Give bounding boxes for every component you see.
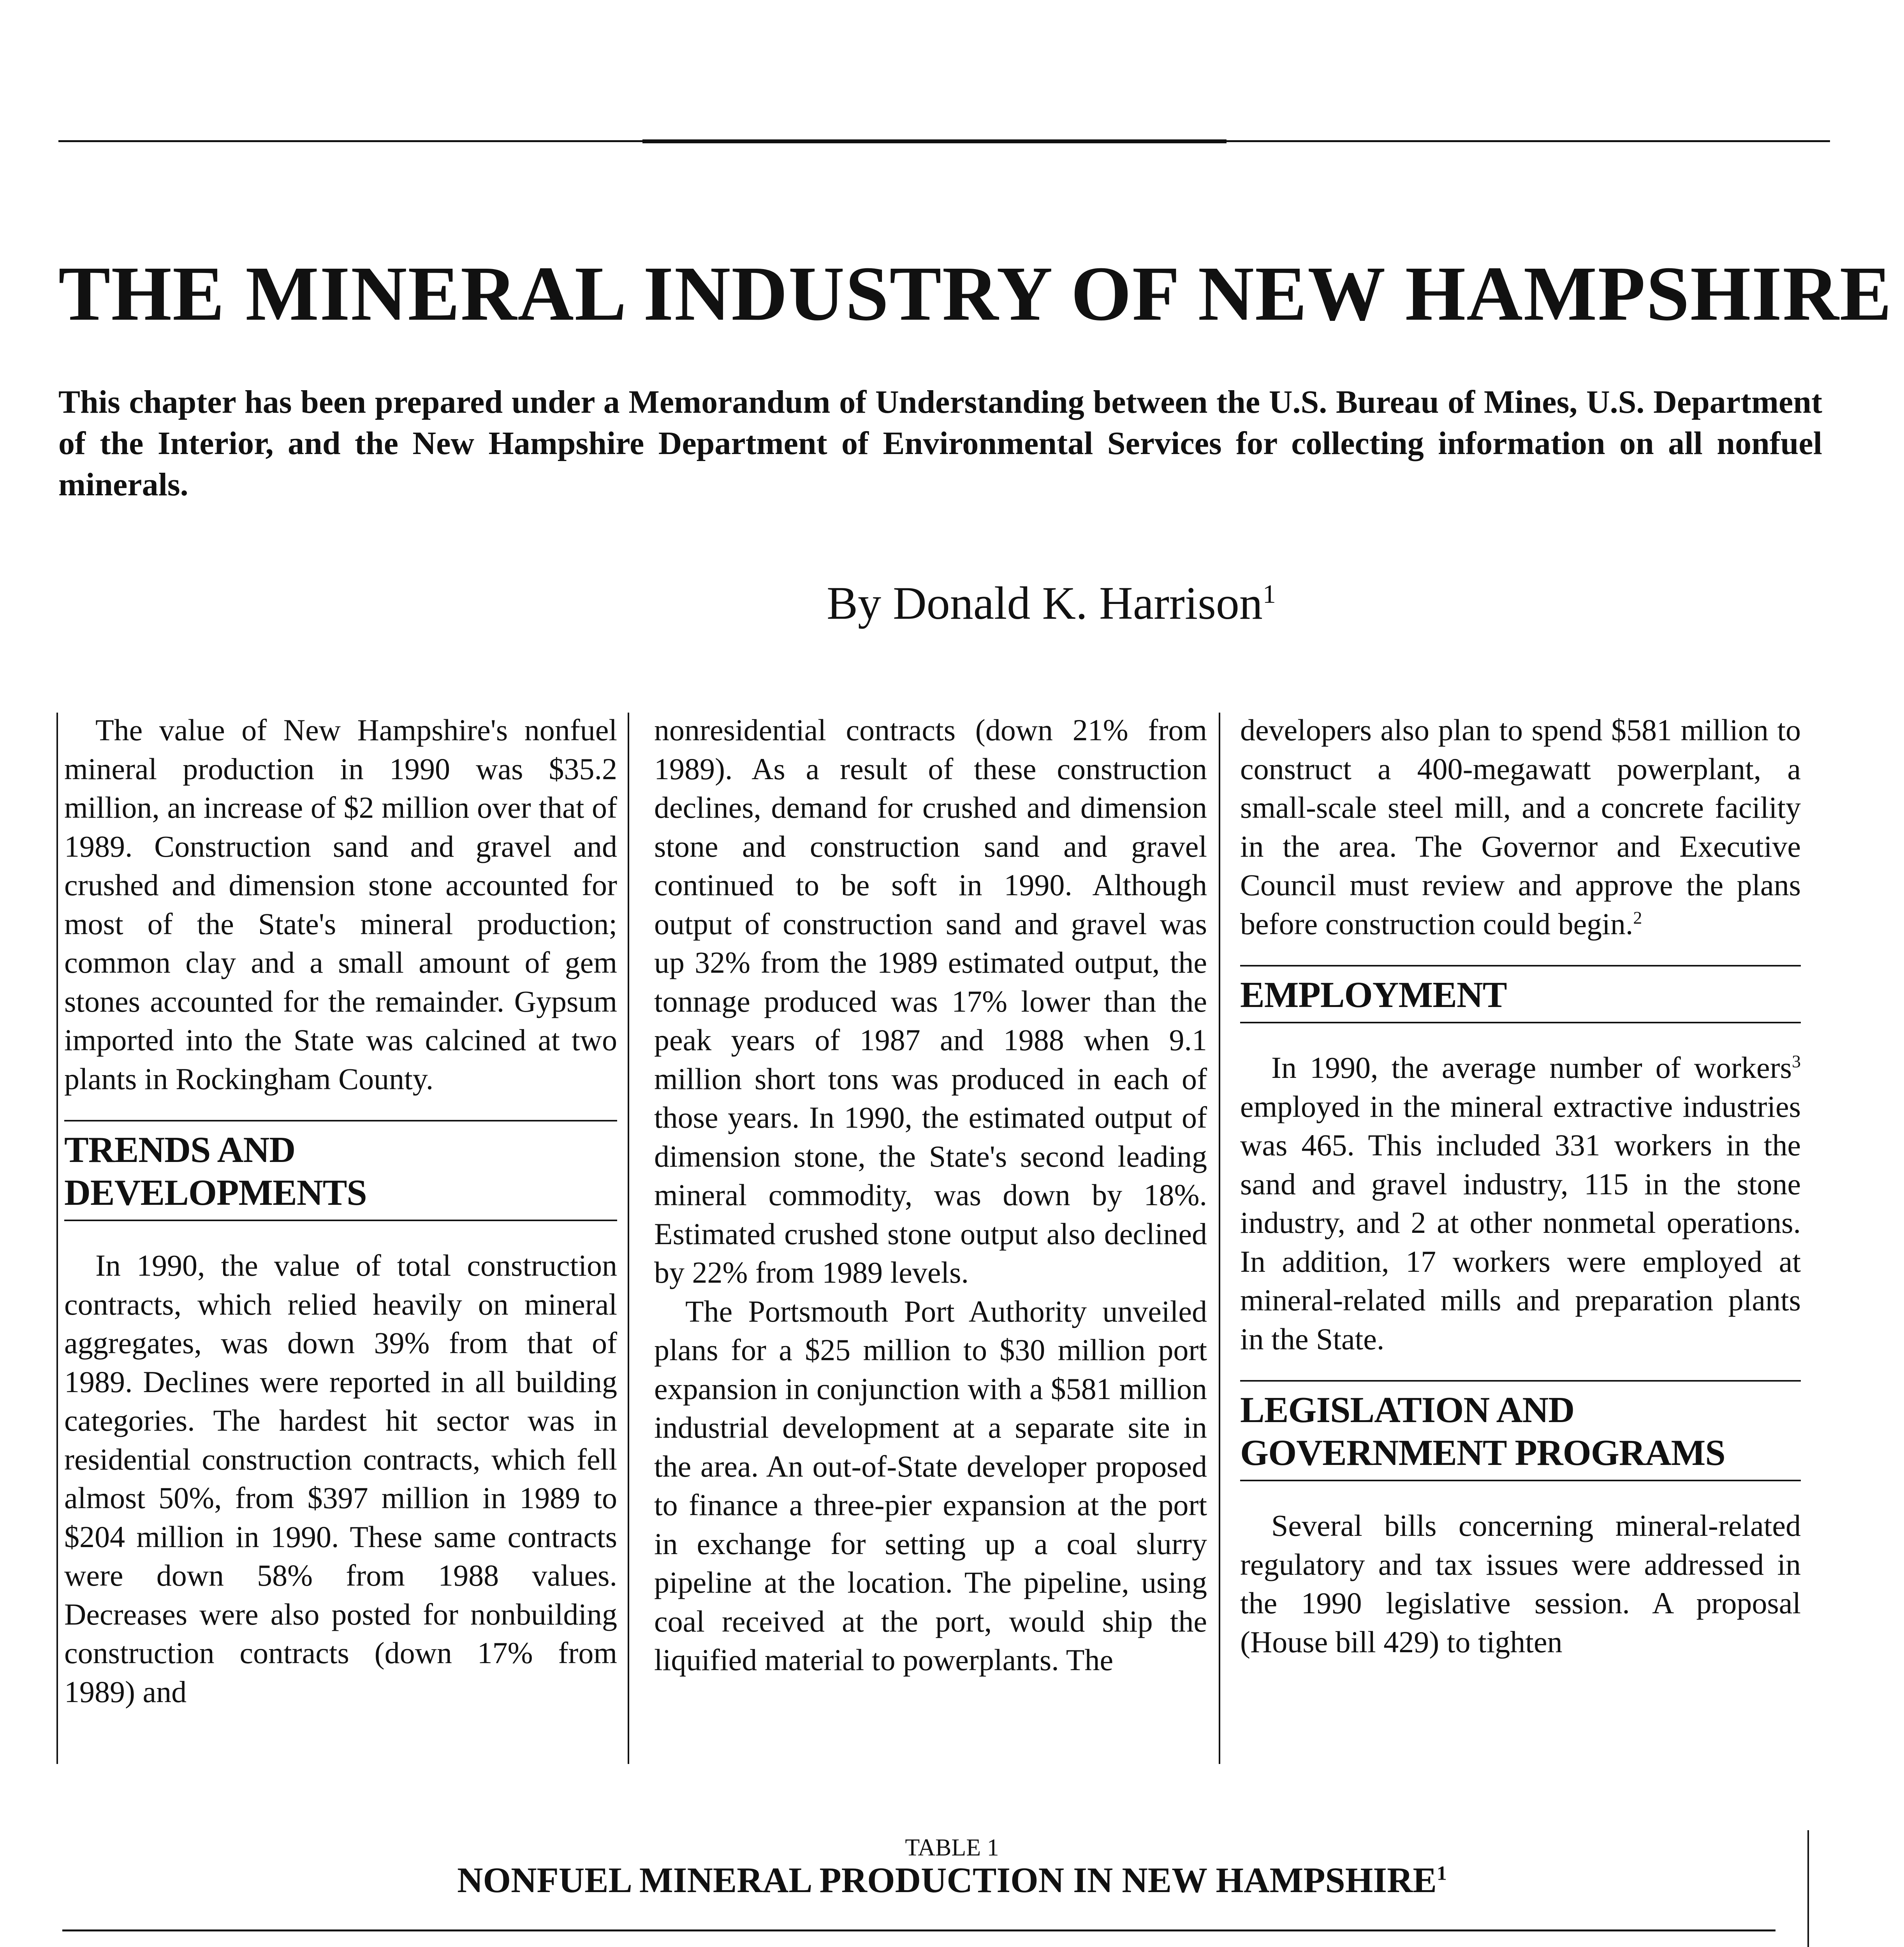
- heading-line: TRENDS AND: [64, 1130, 296, 1170]
- section-heading-employment: [1240, 965, 1801, 1023]
- paragraph: nonresidential contracts (down 21% from 1989). As a result of these construction declines, demand for crushed and dimension stone and construction sand and gravel continued to be soft in 1990. Although output of construction sand and gravel was up 32% from the 1989 estimated output, the tonnage produced was 17% lower than the peak years of 1987 and 1988 when 9.1 million short tons was produced in each of those years. In 1990, the estimated output of dimension stone, the State's second leading mineral commodity, was down by 18%. Estimated crushed stone output also declined by 22% from 1989 levels.: [654, 713, 1207, 1289]
- top-rule-thick: [642, 139, 1227, 143]
- section-heading-legislation: [1240, 1380, 1801, 1481]
- intro-statement: This chapter has been prepared under a Memorandum of Understanding between the U.S. Bureau of Mines, U.S. Department of the Interior, and the New Hampshire Department of Environmental Services for collecting information on all nonfuel minerals.: [58, 384, 1822, 503]
- paragraph: In 1990, the value of total construction contracts, which relied heavily on mineral aggregates, was down 39% from that of 1989. Declines were reported in all building categories. The hardest hit sector was in residential construction contracts, which fell almost 50%, from $397 million in 1989 to $204 million in 1990. These same contracts were down 58% from 1988 values. Decreases were also posted for nonbuilding construction contracts (down 17% from 1989) and: [64, 1248, 617, 1709]
- section-heading-trends: [64, 1120, 617, 1221]
- byline-text: By Donald K. Harrison: [827, 577, 1263, 629]
- heading-line: EMPLOYMENT: [1240, 975, 1507, 1015]
- paragraph: [1240, 1048, 1801, 1358]
- column-1: [64, 711, 617, 1711]
- table-top-rule: [62, 1929, 1776, 1931]
- paragraph: [1240, 711, 1801, 943]
- column-3: [1240, 711, 1801, 1661]
- paragraph-text: In 1990, the average number of workers: [1271, 1051, 1792, 1084]
- byline: [389, 576, 1713, 630]
- table-title: [0, 1859, 1904, 1901]
- paragraph-text: developers also plan to spend $581 million to construct a 400-megawatt powerplant, a small-scale steel mill, and a concrete facility in the area. The Governor and Executive Council must review and approve the plans before construction could begin.: [1240, 713, 1801, 941]
- table-title-text: NONFUEL MINERAL PRODUCTION IN NEW HAMPSHIRE: [457, 1860, 1437, 1900]
- footnote-ref: 2: [1633, 907, 1642, 928]
- column-divider-2: [1219, 713, 1220, 1764]
- paragraph: The Portsmouth Port Authority unveiled plans for a $25 million to $30 million port expansion in conjunction with a $581 million industrial development at a separate site in the area. An out-of-State developer proposed to finance a three-pier expansion at the port in exchange for setting up a coal slurry pipeline at the location. The pipeline, using coal received at the port, would ship the liquified material to powerplants. The: [654, 1294, 1207, 1677]
- paragraph: Several bills concerning mineral-related regulatory and tax issues were addressed in the 1990 legislative session. A proposal (House bill 429) to tighten: [1240, 1509, 1801, 1659]
- column-2: [654, 711, 1207, 1679]
- column-divider-left: [56, 713, 58, 1764]
- column-divider-1: [628, 713, 629, 1764]
- table-label: TABLE 1: [905, 1834, 999, 1861]
- heading-line: GOVERNMENT PROGRAMS: [1240, 1433, 1725, 1473]
- footnote-ref: 3: [1792, 1051, 1801, 1071]
- table-title-note: 1: [1436, 1862, 1447, 1885]
- paragraph-text: employed in the mineral extractive industries was 465. This included 331 workers in the sand and gravel industry, 115 in the stone industry, and 2 at other nonmetal operations. In addition, 17 workers were employed at mineral-related mills and preparation plants in the State.: [1240, 1089, 1801, 1356]
- heading-line: LEGISLATION AND: [1240, 1390, 1575, 1430]
- page-title: THE MINERAL INDUSTRY OF NEW HAMPSHIRE: [58, 251, 1893, 337]
- byline-note: 1: [1262, 579, 1276, 609]
- paragraph: The value of New Hampshire's nonfuel mineral production in 1990 was $35.2 million, an increase of $2 million over that of 1989. Construction sand and gravel and crushed and dimension stone accounted for most of the State's mineral production; common clay and a small amount of gem stones accounted for the remainder. Gypsum imported into the State was calcined at two plants in Rockingham County.: [64, 713, 617, 1096]
- heading-line: DEVELOPMENTS: [64, 1172, 367, 1213]
